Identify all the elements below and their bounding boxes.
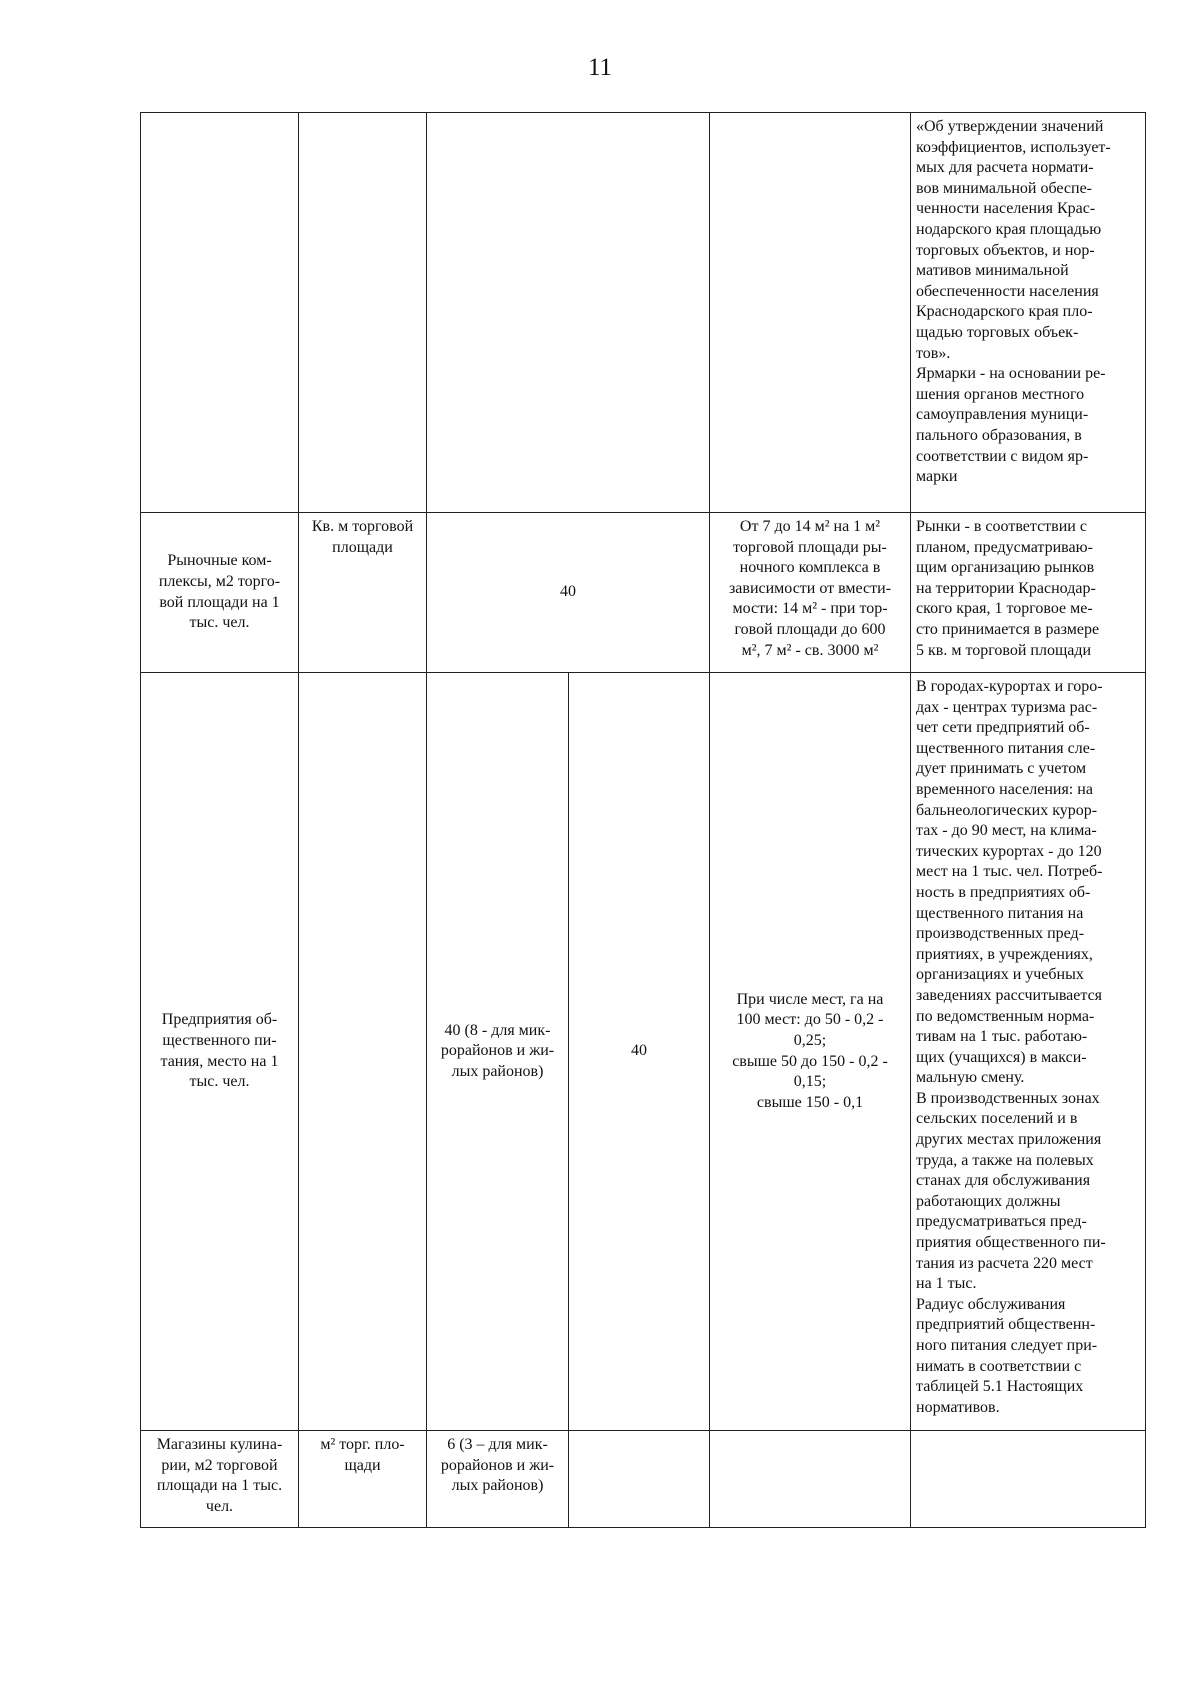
value-city-cell: 6 (3 – для мик- рорайонов и жи- лых районов) (427, 1431, 569, 1528)
unit-cell (299, 673, 427, 1431)
note-cell (911, 1431, 1146, 1528)
table-row-culinary-shops (141, 1431, 1146, 1528)
value-cell: 40 (427, 513, 710, 673)
unit-cell (299, 113, 427, 513)
value-rural-cell: 40 (569, 673, 710, 1431)
note-cell: Рынки - в соответствии с планом, предусматриваю- щим организацию рынков на территории Краснодар- ского края, 1 торговое ме- сто принимается в размере 5 кв. м торговой площади (911, 513, 1146, 673)
area-cell: При числе мест, га на 100 мест: до 50 - 0,2 - 0,25; свыше 50 до 150 - 0,2 - 0,15; свыше 150 - 0,1 (710, 673, 911, 1431)
name-cell: Магазины кулина- рии, м2 торговой площади на 1 тыс. чел. (141, 1431, 299, 1528)
name-cell: Предприятия об- щественного пи- тания, место на 1 тыс. чел. (141, 673, 299, 1431)
note-cell: «Об утверждении значений коэффициентов, использует- мых для расчета нормати- вов минимальной обеспе- ченности населения Крас- нодарского края площадью торговых объектов, и нор- мативов минимальной обеспеченности населения Краснодарского края пло- щадью торговых объек- тов». Ярмарки - на основании ре- шения органов местного самоуправления муници- пального образования, в соответствии с видом яр- марки (911, 113, 1146, 513)
name-cell: Рыночные ком- плексы, м2 торго- вой площади на 1 тыс. чел. (141, 513, 299, 673)
area-cell: От 7 до 14 м² на 1 м² торговой площади ры- ночного комплекса в зависимости от вмести- мости: 14 м² - при тор- говой площади до 600 м², 7 м² - св. 3000 м² (710, 513, 911, 673)
area-cell (710, 1431, 911, 1528)
area-cell (710, 113, 911, 513)
page-number: 11 (587, 54, 613, 81)
table-row-catering (141, 673, 1146, 1431)
name-cell (141, 113, 299, 513)
unit-cell: Кв. м торговой площади (299, 513, 427, 673)
value-cell (427, 113, 710, 513)
value-rural-cell (569, 1431, 710, 1528)
unit-cell: м² торг. пло- щади (299, 1431, 427, 1528)
note-cell: В городах-курортах и горо- дах - центрах туризма рас- чет сети предприятий об- щественного питания сле- дует принимать с учетом временного населения: на бальнеологических курор- тах - до 90 мест, на клима- тических курортах - до 120 мест на 1 тыс. чел. Потреб- ность в предприятиях об- щественного питания на производственных пред- приятиях, в учреждениях, организациях и учебных заведениях рассчитывается по ведомственным норма- тивам на 1 тыс. работаю- щих (учащихся) в макси- мальную смену. В производственных зонах сельских поселений и в других местах приложения труда, а также на полевых станах для обслуживания работающих должны предусматриваться пред- приятия общественного пи- тания из расчета 220 мест на 1 тыс. Радиус обслуживания предприятий общественн- ного питания следует при- нимать в соответствии с таблицей 5.1 Настоящих нормативов. (911, 673, 1146, 1431)
value-city-cell: 40 (8 - для мик- рорайонов и жи- лых районов) (427, 673, 569, 1431)
table-row-market-complexes (141, 513, 1146, 673)
norms-table (140, 112, 1146, 1528)
table-row-trade-continued (141, 113, 1146, 513)
